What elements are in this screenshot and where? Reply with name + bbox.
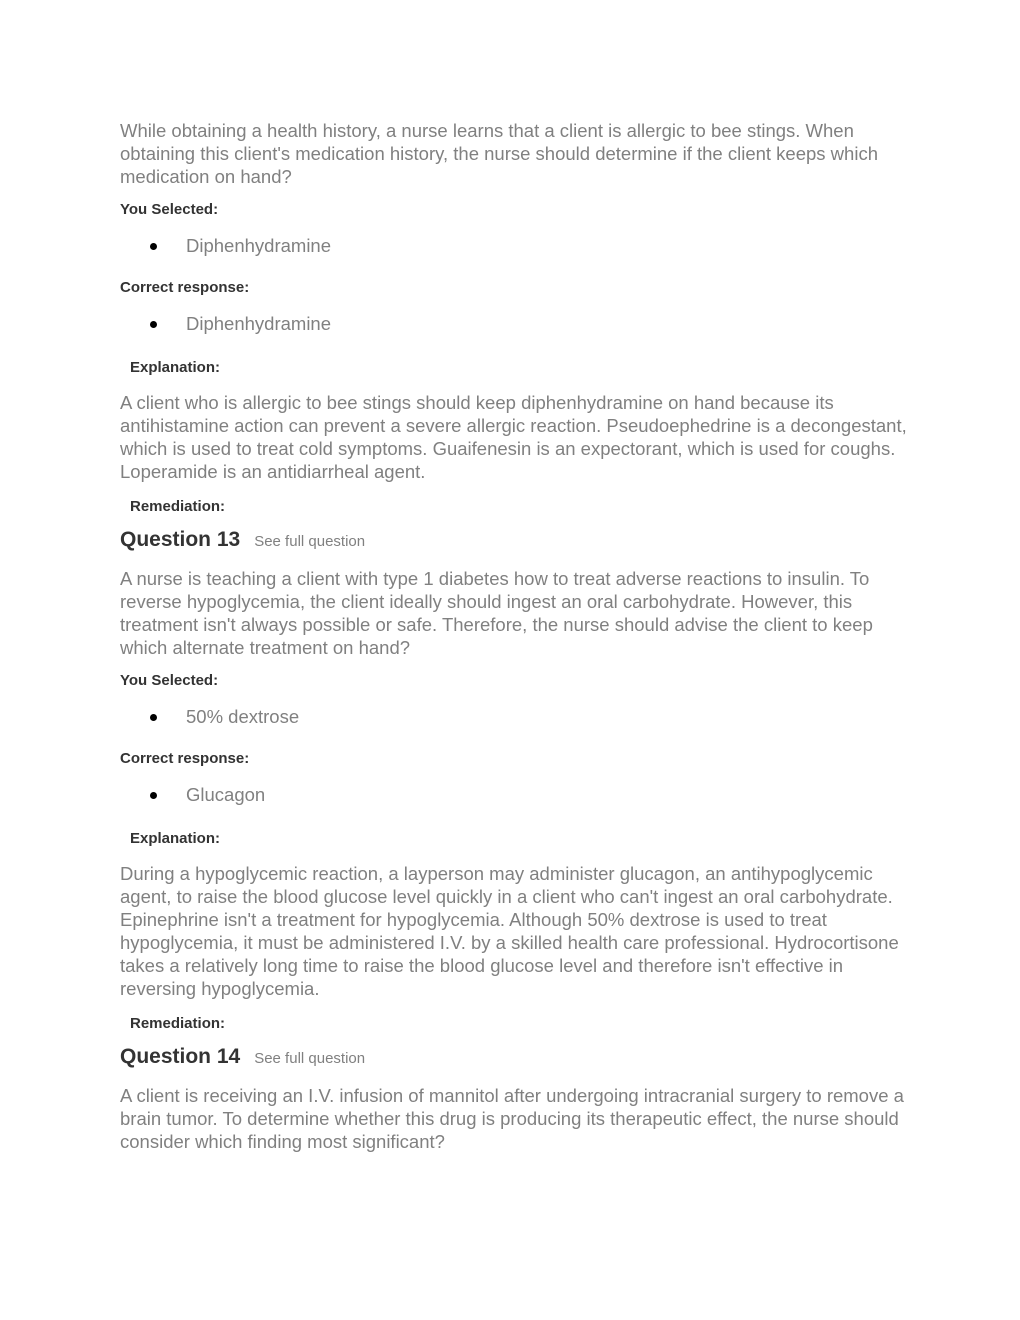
answer-text: 50% dextrose [186, 706, 300, 727]
question-text: A nurse is teaching a client with type 1 diabetes how to treat adverse reactions to insulin. To reverse hypoglycemia, the client ideally should ingest an oral carbohydrate. However, this treatment isn't always possible or safe. Therefore, the nurse should advise the client to keep which alternate treatment on hand? [120, 568, 873, 658]
correct-response-label: Correct response: [120, 279, 250, 296]
explanation-text: A client who is allergic to bee stings should keep diphenhydramine on hand because its antihistamine action can prevent a severe allergic reaction. Pseudoephedrine is a decongestant, which is used to treat cold symptoms. Guaifenesin is an expectorant, which is used for coughs. Loperamide is an antidiarrheal agent. [120, 392, 907, 482]
correct-answer-list [120, 783, 910, 806]
you-selected-label: You Selected: [120, 201, 219, 218]
explanation-text: During a hypoglycemic reaction, a layperson may administer glucagon, an antihypoglycemic agent, to raise the blood glucose level quickly in a client who can't ingest an oral carbohydrate. Epinephrine isn't a treatment for hypoglycemia. Although 50% dextrose is used to treat hypoglycemia, it must be administered I.V. by a skilled health care professional. Hydrocortisone takes a relatively long time to raise the blood glucose level and therefore isn't effective in reversing hypoglycemia. [120, 863, 899, 999]
explanation-label: Explanation: [130, 830, 221, 847]
remediation-label: Remediation: [130, 498, 226, 515]
question-header [120, 527, 910, 555]
selected-answer-list [120, 234, 910, 257]
answer-text: Glucagon [186, 784, 266, 805]
bullet-icon [150, 714, 157, 721]
question-title: Question 14 [120, 1045, 241, 1068]
you-selected-label: You Selected: [120, 672, 219, 689]
answer-text: Diphenhydramine [186, 313, 332, 334]
remediation-label: Remediation: [130, 1015, 226, 1032]
explanation-label: Explanation: [130, 359, 221, 376]
document-page [120, 119, 910, 1153]
correct-answer-list [120, 312, 910, 335]
correct-response-label: Correct response: [120, 750, 250, 767]
question-title: Question 13 [120, 528, 241, 551]
correct-answer [120, 783, 910, 806]
answer-text: Diphenhydramine [186, 235, 332, 256]
see-full-question-link[interactable]: See full question [254, 1050, 366, 1067]
selected-answer-list [120, 705, 910, 728]
correct-answer [120, 312, 910, 335]
bullet-icon [150, 792, 157, 799]
question-text: A client is receiving an I.V. infusion of mannitol after undergoing intracranial surgery to remove a brain tumor. To determine whether this drug is producing its therapeutic effect, the nurse should consider which finding most significant? [120, 1085, 904, 1152]
see-full-question-link[interactable]: See full question [254, 533, 366, 550]
bullet-icon [150, 243, 157, 250]
bullet-icon [150, 321, 157, 328]
question-text: While obtaining a health history, a nurse learns that a client is allergic to bee stings. When obtaining this client's medication history, the nurse should determine if the client keeps which medication on hand? [120, 120, 878, 187]
selected-answer [120, 705, 910, 728]
question-header [120, 1044, 910, 1072]
selected-answer [120, 234, 910, 257]
